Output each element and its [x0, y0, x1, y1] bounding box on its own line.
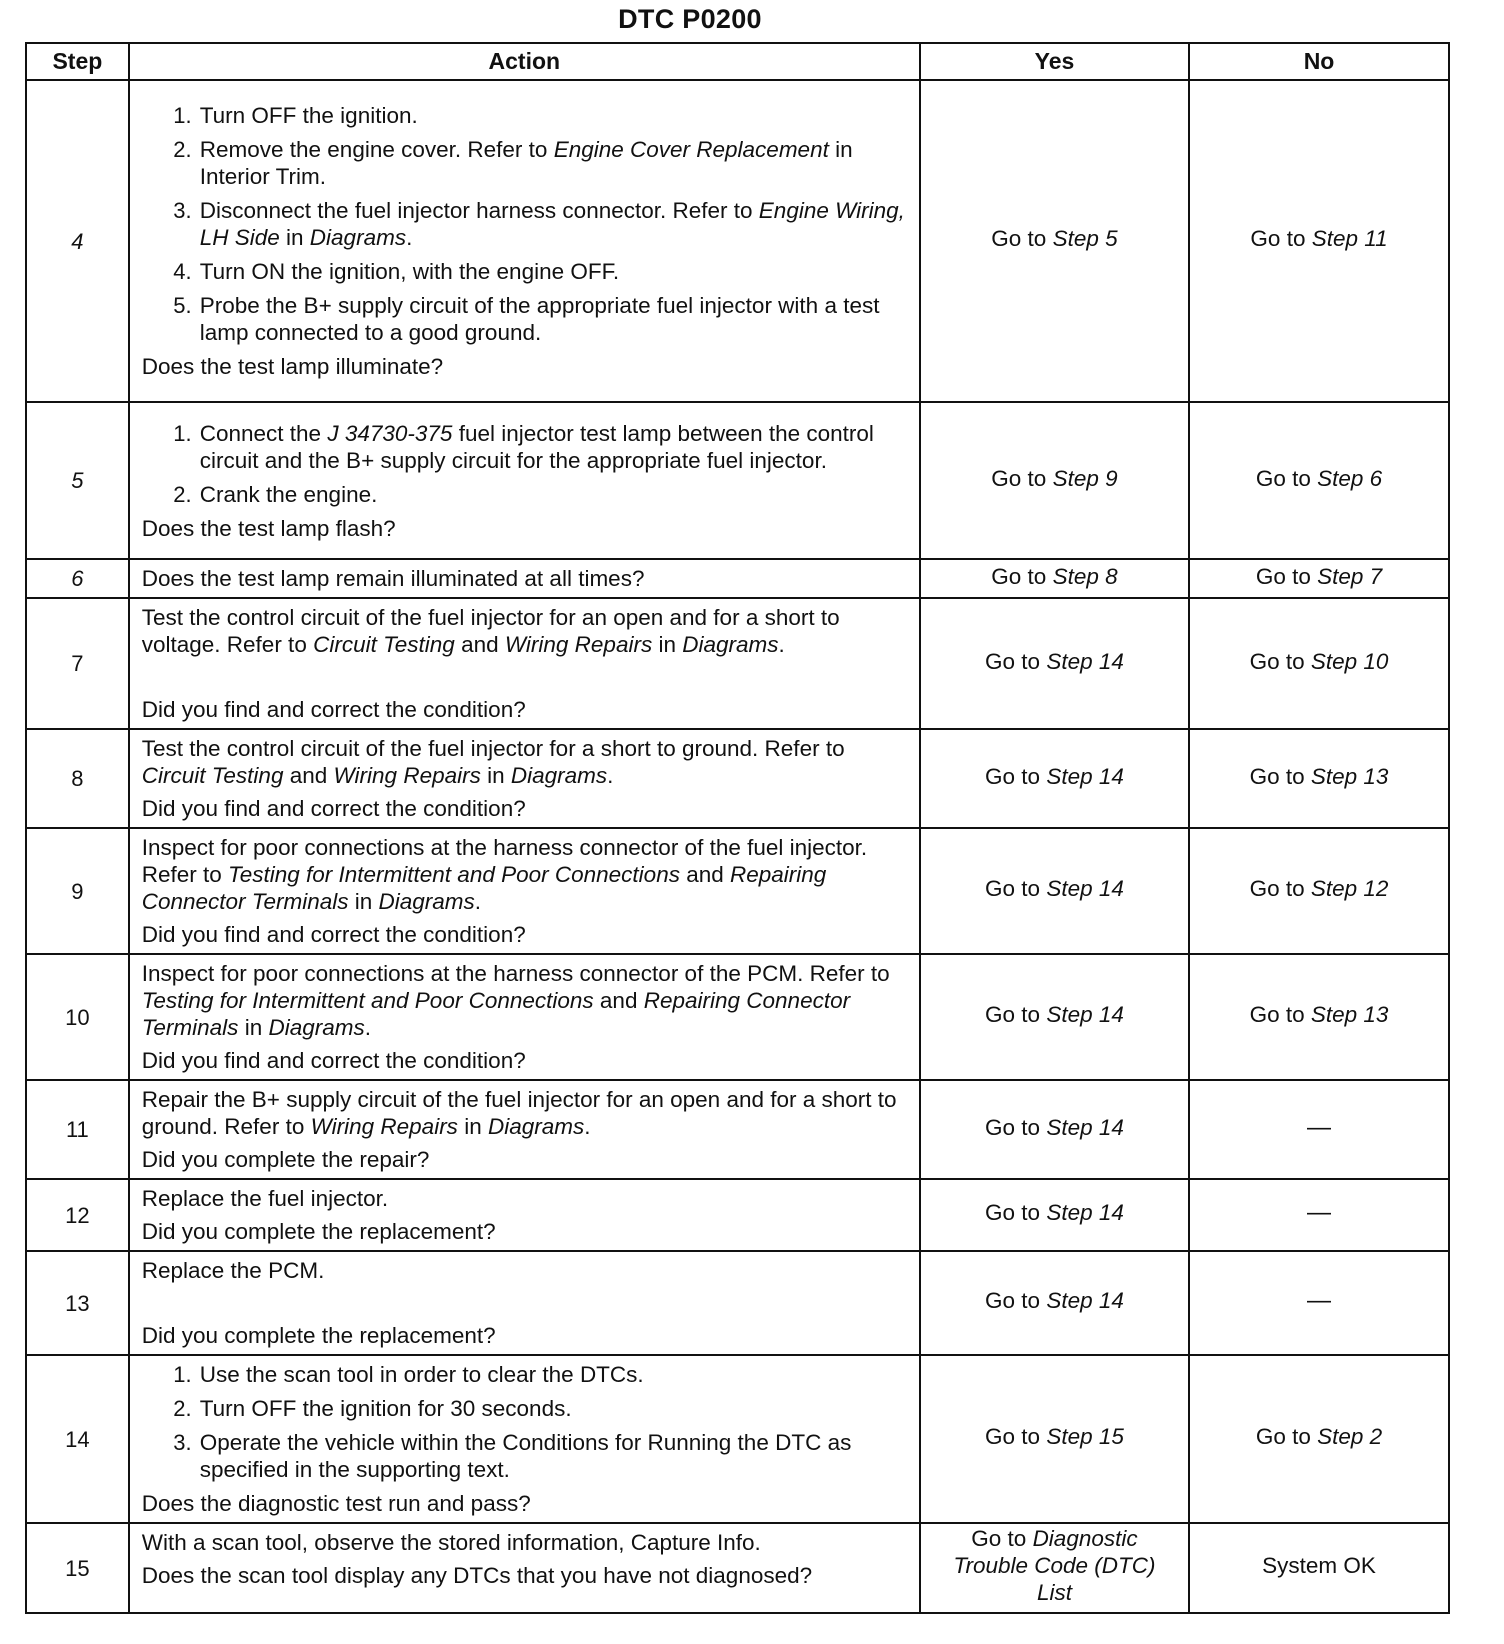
action-question: Does the test lamp remain illuminated at all times? [141, 566, 645, 591]
yes-cell: Go to Step 14 [920, 954, 1189, 1080]
action-cell [129, 402, 920, 559]
action-question: Does the diagnostic test run and pass? [141, 1491, 531, 1516]
action-question: Did you find and correct the condition? [141, 796, 526, 821]
action-cell [129, 729, 920, 828]
action-text: Repair the B+ supply circuit of the fuel injector for an open and for a short to ground. Refer to Wiring Repairs in Diagrams. [141, 1087, 897, 1139]
action-cell [129, 1523, 920, 1613]
step-number: 12 [26, 1179, 129, 1251]
action-cell [129, 954, 920, 1080]
table-row [26, 828, 1449, 954]
step-number: 14 [26, 1355, 129, 1523]
header-action: Action [129, 43, 920, 80]
yes-cell: Go to Step 14 [920, 1251, 1189, 1355]
step-number: 10 [26, 954, 129, 1080]
action-text: Inspect for poor connections at the harness connector of the fuel injector. Refer to Testing for Intermittent and Poor Connections and Repairing Connector Terminals in Diagrams. [141, 835, 868, 914]
action-steps [142, 420, 907, 508]
table-row [26, 954, 1449, 1080]
no-cell: Go to Step 6 [1189, 402, 1449, 559]
no-cell: Go to Step 13 [1189, 954, 1449, 1080]
action-cell [129, 80, 920, 402]
step-number: 4 [26, 80, 129, 402]
table-header-row [26, 43, 1449, 80]
no-cell: Go to Step 7 [1189, 559, 1449, 598]
action-cell [129, 1179, 920, 1251]
spacer [142, 664, 907, 696]
action-text: Inspect for poor connections at the harness connector of the PCM. Refer to Testing for Intermittent and Poor Connections and Repairing Connector Terminals in Diagrams. [141, 961, 890, 1040]
step-number: 9 [26, 828, 129, 954]
action-text: With a scan tool, observe the stored information, Capture Info. [141, 1530, 761, 1555]
action-question: Did you find and correct the condition? [141, 922, 526, 947]
no-cell: — [1189, 1251, 1449, 1355]
action-cell [129, 1080, 920, 1179]
no-cell: System OK [1189, 1523, 1449, 1613]
yes-cell: Go to Step 14 [920, 598, 1189, 729]
diagnostic-table [25, 42, 1450, 1614]
action-question: Does the scan tool display any DTCs that you have not diagnosed? [141, 1563, 813, 1588]
list-item: 2. Crank the engine. [198, 481, 907, 508]
table-row [26, 80, 1449, 402]
yes-cell: Go to Step 5 [920, 80, 1189, 402]
action-question: Did you complete the repair? [141, 1147, 430, 1172]
table-row [26, 1251, 1449, 1355]
list-item: 1. Connect the J 34730-375 fuel injector test lamp between the control circuit and the B+ supply circuit for the appropriate fuel injector. [198, 420, 907, 474]
no-cell: — [1189, 1179, 1449, 1251]
action-question: Did you complete the replacement? [141, 1219, 496, 1244]
no-cell: Go to Step 12 [1189, 828, 1449, 954]
step-number: 15 [26, 1523, 129, 1613]
no-cell: Go to Step 10 [1189, 598, 1449, 729]
action-question: Does the test lamp illuminate? [141, 354, 444, 379]
list-item: 2. Remove the engine cover. Refer to Engine Cover Replacement in Interior Trim. [198, 136, 907, 190]
action-text: Test the control circuit of the fuel injector for an open and for a short to voltage. Refer to Circuit Testing and Wiring Repairs in Diagrams. [141, 605, 840, 657]
no-cell: — [1189, 1080, 1449, 1179]
no-cell: Go to Step 11 [1189, 80, 1449, 402]
table-row [26, 559, 1449, 598]
table-row [26, 402, 1449, 559]
step-number: 5 [26, 402, 129, 559]
action-cell [129, 1251, 920, 1355]
action-cell [129, 559, 920, 598]
step-number: 11 [26, 1080, 129, 1179]
action-text: Test the control circuit of the fuel injector for a short to ground. Refer to Circuit Testing and Wiring Repairs in Diagrams. [141, 736, 845, 788]
action-cell [129, 598, 920, 729]
header-step: Step [26, 43, 129, 80]
yes-cell: Go to Step 9 [920, 402, 1189, 559]
action-question: Did you find and correct the condition? [141, 1048, 526, 1073]
yes-cell: Go to Step 14 [920, 828, 1189, 954]
header-yes: Yes [920, 43, 1189, 80]
list-item: 1. Use the scan tool in order to clear the DTCs. [198, 1361, 907, 1388]
step-number: 8 [26, 729, 129, 828]
table-row [26, 1080, 1449, 1179]
action-question: Does the test lamp flash? [141, 515, 396, 541]
action-cell [129, 1355, 920, 1523]
yes-cell: Go to Step 8 [920, 559, 1189, 598]
list-item: 3. Disconnect the fuel injector harness connector. Refer to Engine Wiring, LH Side in Diagrams. [198, 197, 907, 251]
yes-cell: Go to Step 14 [920, 1179, 1189, 1251]
list-item: 5. Probe the B+ supply circuit of the appropriate fuel injector with a test lamp connected to a good ground. [198, 292, 907, 346]
header-no: No [1189, 43, 1449, 80]
no-cell: Go to Step 2 [1189, 1355, 1449, 1523]
action-text: Replace the PCM. [141, 1258, 325, 1283]
action-question: Did you complete the replacement? [141, 1323, 496, 1348]
action-question: Did you find and correct the condition? [141, 697, 526, 722]
action-steps [142, 1361, 907, 1483]
list-item: 4. Turn ON the ignition, with the engine OFF. [198, 258, 907, 285]
action-text: Replace the fuel injector. [141, 1186, 389, 1211]
action-steps [142, 102, 907, 346]
list-item: 2. Turn OFF the ignition for 30 seconds. [198, 1395, 907, 1422]
no-cell: Go to Step 13 [1189, 729, 1449, 828]
list-item: 1. Turn OFF the ignition. [198, 102, 907, 129]
table-row [26, 598, 1449, 729]
step-number: 7 [26, 598, 129, 729]
yes-cell: Go to Step 14 [920, 1080, 1189, 1179]
step-number: 6 [26, 559, 129, 598]
list-item: 3. Operate the vehicle within the Conditions for Running the DTC as specified in the supporting text. [198, 1429, 907, 1483]
step-number: 13 [26, 1251, 129, 1355]
table-row [26, 1355, 1449, 1523]
yes-cell: Go to Diagnostic Trouble Code (DTC) List [920, 1523, 1189, 1613]
yes-cell: Go to Step 15 [920, 1355, 1189, 1523]
yes-cell: Go to Step 14 [920, 729, 1189, 828]
spacer [142, 1290, 907, 1322]
table-row [26, 1523, 1449, 1613]
table-row [26, 1179, 1449, 1251]
table-row [26, 729, 1449, 828]
document-title: DTC P0200 [618, 4, 762, 34]
action-cell [129, 828, 920, 954]
